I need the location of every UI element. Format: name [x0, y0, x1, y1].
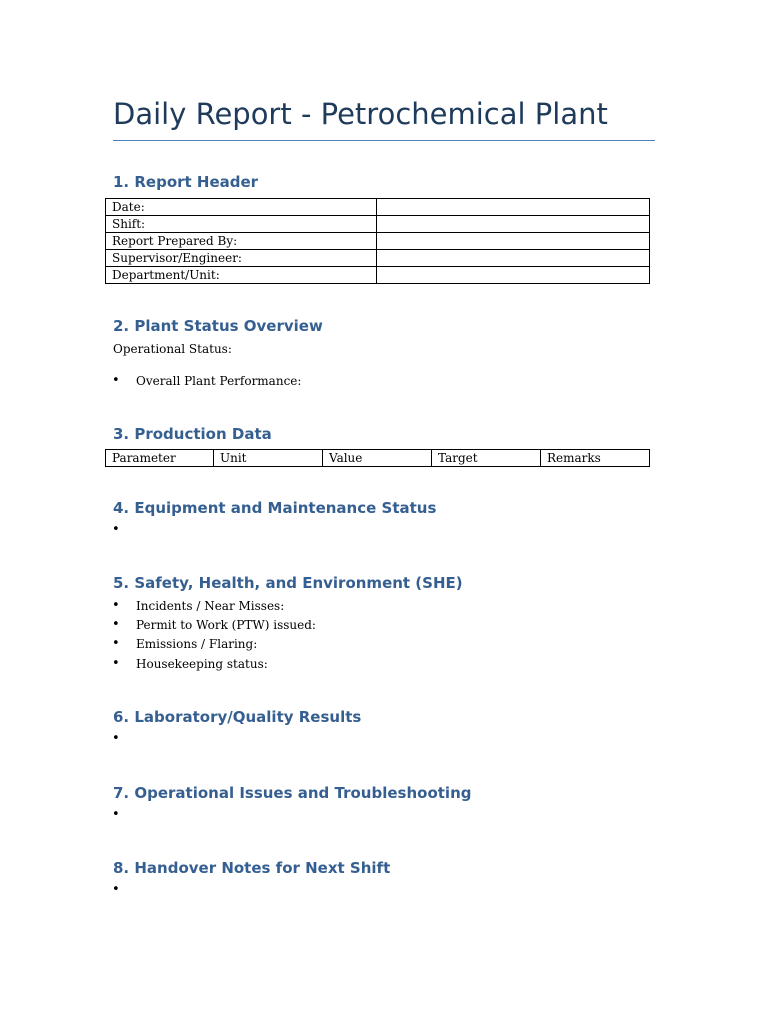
table-row	[106, 250, 650, 267]
field-label: Report Prepared By:	[106, 233, 377, 250]
column-header: Value	[323, 450, 432, 467]
section-heading-production-data: 3. Production Data	[113, 425, 272, 443]
table-header-row	[106, 450, 650, 467]
field-label: Supervisor/Engineer:	[106, 250, 377, 267]
table-row	[106, 233, 650, 250]
bullet-icon: •	[112, 882, 120, 897]
field-value-cell[interactable]	[377, 267, 650, 284]
section-heading-handover: 8. Handover Notes for Next Shift	[113, 859, 391, 877]
bullet-icon: •	[112, 656, 120, 671]
section-heading-operational-issues: 7. Operational Issues and Troubleshooting	[113, 784, 472, 802]
field-value-cell[interactable]	[377, 199, 650, 216]
bullet-icon: •	[112, 617, 120, 632]
column-header: Target	[432, 450, 541, 467]
list-item: Permit to Work (PTW) issued:	[136, 618, 316, 632]
field-value-cell[interactable]	[377, 250, 650, 267]
bullet-icon: •	[112, 807, 120, 822]
section-heading-she: 5. Safety, Health, and Environment (SHE)	[113, 574, 463, 592]
document-title: Daily Report - Petrochemical Plant	[113, 97, 608, 131]
field-label: Date:	[106, 199, 377, 216]
section-heading-laboratory: 6. Laboratory/Quality Results	[113, 708, 362, 726]
production-data-table	[105, 449, 650, 467]
field-value-cell[interactable]	[377, 233, 650, 250]
field-value-cell[interactable]	[377, 216, 650, 233]
section-heading-report-header: 1. Report Header	[113, 173, 259, 191]
list-item: Overall Plant Performance:	[136, 374, 302, 388]
section-heading-plant-status: 2. Plant Status Overview	[113, 317, 323, 335]
list-item: Housekeeping status:	[136, 657, 268, 671]
title-underline	[113, 140, 655, 141]
field-label: Department/Unit:	[106, 267, 377, 284]
bullet-icon: •	[112, 598, 120, 613]
column-header: Unit	[214, 450, 323, 467]
bullet-icon: •	[112, 636, 120, 651]
table-row	[106, 199, 650, 216]
list-item: Incidents / Near Misses:	[136, 599, 285, 613]
operational-status-label: Operational Status:	[113, 342, 232, 356]
bullet-icon: •	[112, 731, 120, 746]
bullet-icon: •	[112, 373, 120, 388]
list-item: Emissions / Flaring:	[136, 637, 258, 651]
report-header-table	[105, 198, 650, 284]
field-label: Shift:	[106, 216, 377, 233]
column-header: Parameter	[106, 450, 214, 467]
bullet-icon: •	[112, 522, 120, 537]
column-header: Remarks	[541, 450, 650, 467]
section-heading-equipment: 4. Equipment and Maintenance Status	[113, 499, 437, 517]
table-row	[106, 216, 650, 233]
table-row	[106, 267, 650, 284]
